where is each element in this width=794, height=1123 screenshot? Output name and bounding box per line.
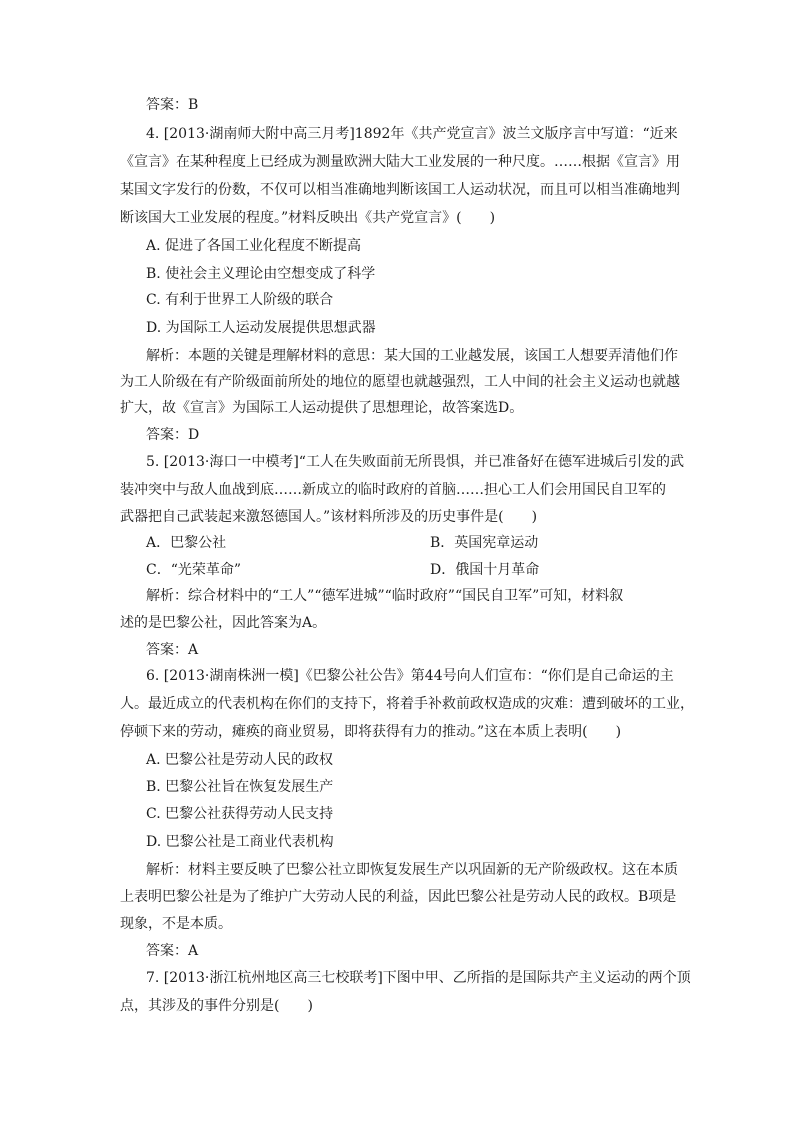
q6-explanation-line-3: 现象，不是本质。 bbox=[120, 916, 232, 932]
q6-option-d: D. 巴黎公社是工商业代表机构 bbox=[146, 834, 334, 850]
q4-option-d: D. 为国际工人运动发展提供思想武器 bbox=[146, 320, 376, 336]
q5-stem-line-1: 5. [2013·海口一中模考]“工人在失败面前无所畏惧，并已准备好在德军进城后引发的武 bbox=[146, 454, 684, 470]
q4-stem-line-3: 某国文字发行的份数，不仅可以相当准确地判断该国工人运动状况，而且可以相当准确地判 bbox=[120, 182, 680, 198]
q5-explanation-line-1: 解析：综合材料中的“工人”“德军进城”“临时政府”“国民自卫军”可知，材料叙 bbox=[146, 588, 624, 604]
q6-stem-line-1: 6. [2013·湖南株洲一模]《巴黎公社公告》第44号向人们宣布：“你们是自己命运的主 bbox=[146, 668, 674, 684]
q5-option-a: A．巴黎公社 bbox=[146, 535, 227, 551]
q6-stem-line-3: 停顿下来的劳动，瘫痪的商业贸易，即将获得有力的推动。”这在本质上表明( ) bbox=[120, 724, 622, 740]
q4-explanation-line-2: 为工人阶级在有产阶级面前所处的地位的愿望也就越强烈，工人中间的社会主义运动也就越 bbox=[120, 374, 680, 390]
answer-q3: 答案：B bbox=[146, 97, 199, 113]
answer-q5: 答案：A bbox=[146, 642, 199, 658]
q6-stem-line-2: 人。最近成立的代表机构在你们的支持下，将着手补救前政权造成的灾难：遭到破坏的工业， bbox=[120, 696, 694, 712]
q4-option-b: B. 使社会主义理论由空想变成了科学 bbox=[146, 266, 376, 282]
q4-stem-line-2: 《宣言》在某种程度上已经成为测量欧洲大陆大工业发展的一种尺度。……根据《宣言》用 bbox=[120, 154, 680, 170]
q5-stem-line-2: 装冲突中与敌人血战到底……新成立的临时政府的首脑……担心工人们会用国民自卫军的 bbox=[120, 482, 666, 498]
q6-option-a: A. 巴黎公社是劳动人民的政权 bbox=[146, 752, 334, 768]
q5-explanation-line-2: 述的是巴黎公社，因此答案为A。 bbox=[120, 615, 327, 631]
q4-stem-line-4: 断该国大工业发展的程度。”材料反映出《共产党宣言》( ) bbox=[120, 210, 496, 226]
q6-option-c: C. 巴黎公社获得劳动人民支持 bbox=[146, 806, 334, 822]
q4-option-c: C. 有利于世界工人阶级的联合 bbox=[146, 292, 334, 308]
q5-option-b: B．英国宪章运动 bbox=[430, 535, 539, 551]
q7-stem-line-2: 点，其涉及的事件分别是( ) bbox=[120, 998, 313, 1014]
q6-explanation-line-2: 上表明巴黎公社是为了维护广大劳动人民的利益，因此巴黎公社是劳动人民的政权。B项是 bbox=[120, 889, 677, 905]
answer-q4: 答案：D bbox=[146, 427, 200, 443]
q6-option-b: B. 巴黎公社旨在恢复发展生产 bbox=[146, 779, 334, 795]
q4-explanation-line-1: 解析：本题的关键是理解材料的意思：某大国的工业越发展，该国工人想要弄清他们作 bbox=[146, 348, 678, 364]
q4-explanation-line-3: 扩大，故《宣言》为国际工人运动提供了思想理论，故答案选D。 bbox=[120, 400, 524, 416]
q4-option-a: A. 促进了各国工业化程度不断提高 bbox=[146, 238, 362, 254]
answer-q6: 答案：A bbox=[146, 943, 199, 959]
q4-stem-line-1: 4. [2013·湖南师大附中高三月考]1892年《共产党宣言》波兰文版序言中写道：“近来 bbox=[146, 126, 678, 142]
q7-stem-line-1: 7. [2013·浙江杭州地区高三七校联考]下图中甲、乙所指的是国际共产主义运动的两个顶 bbox=[146, 970, 691, 986]
q5-stem-line-3: 武器把自己武装起来激怒德国人。”该材料所涉及的历史事件是( ) bbox=[120, 509, 538, 525]
q5-option-c: C．“光荣革命” bbox=[146, 562, 242, 578]
q6-explanation-line-1: 解析：材料主要反映了巴黎公社立即恢复发展生产以巩固新的无产阶级政权。这在本质 bbox=[146, 862, 678, 878]
q5-option-d: D．俄国十月革命 bbox=[430, 562, 540, 578]
